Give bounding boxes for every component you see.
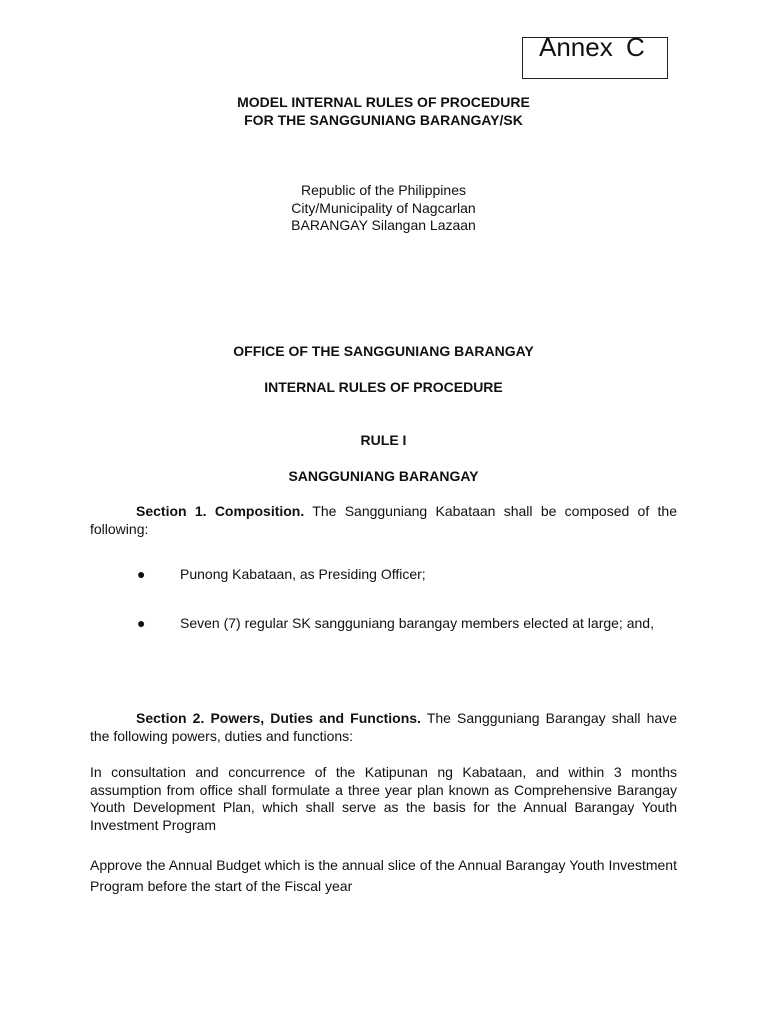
annex-label: Annex C <box>539 32 645 62</box>
section-2-heading: Section 2. Powers, Duties and Functions. <box>136 710 421 726</box>
address-country: Republic of the Philippines <box>301 182 466 198</box>
rule-number: RULE I <box>360 432 407 448</box>
title-line-1: MODEL INTERNAL RULES OF PROCEDURE <box>237 94 530 110</box>
bullet-text: Punong Kabataan, as Presiding Officer; <box>180 566 426 582</box>
section-1-text: The Sangguniang Kabataan shall be composed of the following: <box>90 503 677 537</box>
body-paragraph: In consultation and concurrence of the Katipunan ng Kabataan, and within 3 months assumption from office shall formulate a three year plan known as Comprehensive Barangay Youth Development Plan, which shall serve as the basis for the Annual Barangay Youth Investment Program <box>90 764 677 833</box>
body-paragraph: Approve the Annual Budget which is the annual slice of the Annual Barangay Youth Investment Program before the start of the Fiscal year <box>90 857 677 894</box>
title-line-2: FOR THE SANGGUNIANG BARANGAY/SK <box>244 111 523 128</box>
section-2-paragraph <box>90 710 677 745</box>
section-1-heading: Section 1. Composition. <box>136 503 305 519</box>
office-heading: OFFICE OF THE SANGGUNIANG BARANGAY <box>233 343 534 359</box>
address-barangay: BARANGAY Silangan Lazaan <box>291 217 476 233</box>
section-2-text: The Sangguniang Barangay shall have the following powers, duties and functions: <box>90 710 677 744</box>
section-1-paragraph <box>90 503 677 538</box>
rules-heading: INTERNAL RULES OF PROCEDURE <box>264 379 503 395</box>
address-block <box>90 182 677 235</box>
bullet-text: Seven (7) regular SK sangguniang barangay members elected at large; and, <box>180 615 654 631</box>
address-municipality: City/Municipality of Nagcarlan <box>291 199 476 216</box>
bullet-marker: ● <box>137 615 146 631</box>
rule-title: SANGGUNIANG BARANGAY <box>288 468 479 484</box>
document-title <box>90 94 677 129</box>
annex-label-box <box>522 32 668 79</box>
bullet-marker: ● <box>137 566 146 582</box>
